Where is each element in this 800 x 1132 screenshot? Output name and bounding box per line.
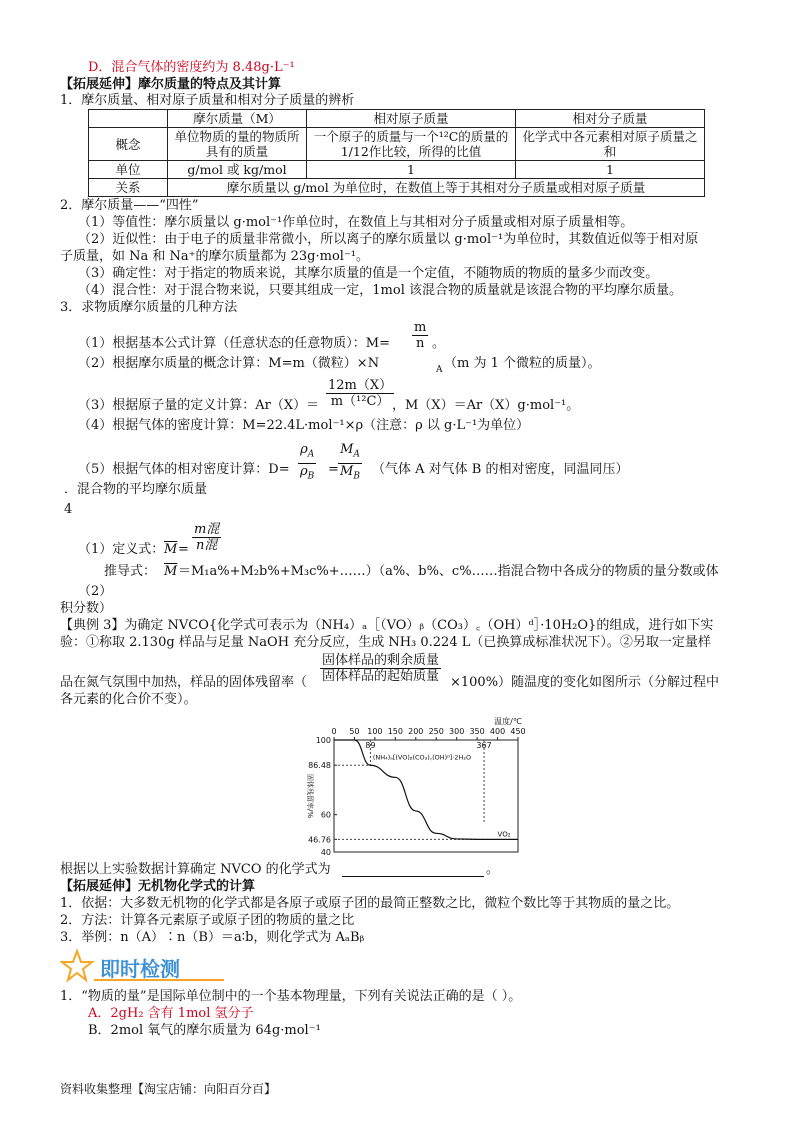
fraction-denominator: n [415, 336, 425, 351]
table-row [89, 179, 705, 197]
table-header-row [89, 110, 705, 128]
example-3-line: 验：①称取 2.130g 样品与足量 NaOH 充分反应，生成 NH₃ 0.224 L（已换算成标准状况下）。②另取一定量样 [60, 635, 711, 650]
fraction-denominator: m（¹²C） [330, 394, 390, 409]
fraction-density: $\frac{\rho_A}{\rho_B}$ [300, 442, 315, 482]
x-tick-label: 50 [349, 727, 360, 736]
answer-blank[interactable] [342, 876, 484, 877]
table-cell: 单位 [89, 161, 168, 179]
table-cell: 摩尔质量（M） [168, 110, 307, 128]
annotation: 89 [365, 741, 376, 750]
y-tick-label: 60 [320, 810, 331, 820]
example-3-line: 品在氮气氛围中加热，样品的固体残留率（ [60, 675, 308, 690]
table-cell: 关系 [89, 179, 168, 197]
method-3-tail: ，M（X）＝Ar（X）g·mol⁻¹。 [392, 398, 580, 413]
method-5: （5）根据气体的相对密度计算：D= [78, 462, 290, 477]
x-tick-label: 100 [367, 727, 383, 736]
y-tick-label: 100 [315, 736, 331, 745]
example-3-line: 【典例 3】为确定 NVCO{化学式可表示为（NH₄）ₐ［（VO）ᵦ（CO₃）꜀（OH）ᵈ］·10H₂O}的组成，进行如下实 [60, 618, 714, 633]
example-3-question: 根据以上实验数据计算确定 NVCO 的化学式为 [60, 862, 331, 877]
subscript-a: A [436, 365, 443, 375]
x-tick-label: 300 [449, 727, 465, 736]
section-4-number: 4 [64, 502, 73, 517]
table-cell: 摩尔质量以 g/mol 为单位时，在数值上等于其相对分子质量或相对原子质量 [168, 179, 705, 197]
banner-underline [94, 979, 224, 981]
instant-check-banner [60, 949, 260, 983]
ext2-item: 3．举例：n（A）∶n（B）＝a∶b，则化学式为 AₐBᵦ [60, 930, 365, 945]
x-axis-label: 温度/℃ [494, 717, 522, 726]
comparison-table [88, 109, 705, 197]
section-2-title: 2．摩尔质量——“四性” [60, 198, 199, 213]
equals-sign: = [328, 462, 339, 477]
table-cell: 相对分子质量 [516, 110, 705, 128]
x-tick-label: 200 [408, 727, 424, 736]
s2-item: （2）近似性：由于电子的质量非常微小，所以离子的摩尔质量以 g·mol⁻¹为单位时，其数值近似等于相对原 [78, 232, 699, 247]
table-cell: 1 [307, 161, 516, 179]
footer: 资料收集整理【淘宝店铺：向阳百分百】 [60, 1082, 277, 1096]
equals-sign: = [178, 542, 189, 557]
question-1-option-a[interactable]: A．2gH₂ 含有 1mol 氢分子 [88, 1006, 254, 1021]
example-3-line: ×100%）随温度的变化如图所示（分解过程中 [450, 675, 720, 690]
method-4: （4）根据气体的密度计算：M=22.4L·mol⁻¹×ρ（注意：ρ 以 g·L⁻¹为单位） [78, 418, 530, 433]
y-axis-label: 固体残留率/% [306, 773, 314, 819]
x-tick-label: 0 [331, 727, 337, 736]
residue-rate-chart [290, 712, 530, 862]
fraction-numerator: 12m（X） [328, 378, 393, 393]
method-2: （2）根据摩尔质量的概念计算：M=m（微粒）×N [78, 356, 380, 371]
table-cell: 化学式中各元素相对原子质量之和 [516, 128, 705, 161]
table-cell [89, 110, 168, 128]
ext2-item: 1．依据：大多数无机物的化学式都是各原子或原子团的最简正整数之比，微粒个数比等于其物质的量之比。 [60, 896, 680, 911]
table-cell: 1 [516, 161, 705, 179]
fraction-mixture: m混 n混 [194, 522, 220, 553]
table-cell: g/mol 或 kg/mol [168, 161, 307, 179]
y-tick-label: 86.48 [308, 761, 331, 771]
section-4-title: ．混合物的平均摩尔质量 [64, 482, 208, 497]
section-1-title: 1．摩尔质量、相对原子质量和相对分子质量的辨析 [60, 93, 355, 108]
method-1-tail: 。 [432, 336, 446, 351]
banner-label: 即时检测 [100, 957, 180, 981]
definition-label: （1）定义式： [78, 542, 165, 557]
x-tick-label: 250 [428, 727, 444, 736]
option-d: D．混合气体的密度约为 8.48g·L⁻¹ [88, 60, 295, 75]
x-tick-label: 350 [469, 727, 485, 736]
example-3-line: 各元素的化合价不变）。 [60, 692, 197, 707]
table-cell: 一个原子的质量与一个¹²C的质量的1/12作比较，所得的比值 [307, 128, 516, 161]
question-1: 1．“物质的量”是国际单位制中的一个基本物理量，下列有关说法正确的是（ ）。 [60, 989, 522, 1004]
y-tick-label: 40 [320, 848, 331, 857]
fraction-numerator: m [414, 320, 427, 335]
x-tick-label: 400 [489, 727, 506, 736]
x-tick-label: 450 [510, 727, 526, 736]
method-2-tail: （m 为 1 个微粒的质量）。 [444, 356, 601, 371]
annotation: VO₂ [497, 830, 511, 839]
annotation: 367 [476, 741, 492, 750]
s2-item: （4）混合性：对于混合物来说，只要其组成一定，1mol 该混合物的质量就是该混合物的平均摩尔质量。 [78, 283, 682, 298]
section-3-title: 3．求物质摩尔质量的几种方法 [60, 300, 238, 315]
method-5-tail: （气体 A 对气体 B 的相对密度，同温同压） [372, 462, 629, 477]
fraction-residue-rate: 固体样品的剩余质量 固体样品的起始质量 [322, 653, 440, 684]
m-bar: $\overline{M}$ [164, 542, 178, 557]
s2-item: 子质量，如 Na 和 Na⁺的摩尔质量都为 23g·mol⁻¹。 [60, 249, 370, 264]
fraction-molar-mass: $\frac{M_A}{M_B}$ [340, 442, 360, 482]
m-bar: $\overline{M}$ [164, 564, 178, 579]
table-cell: 相对原子质量 [307, 110, 516, 128]
item-2-label: （2） [78, 584, 113, 599]
extension-title-2: 【拓展延伸】无机物化学式的计算 [60, 879, 256, 894]
method-3: （3）根据原子量的定义计算：Ar（X）＝ [78, 398, 320, 413]
fraction-atomic-mass [326, 378, 394, 409]
section-4-tail: 积分数） [60, 601, 113, 616]
table-row [89, 161, 705, 179]
question-1-option-b[interactable]: B．2mol 氧气的摩尔质量为 64g·mol⁻¹ [88, 1023, 321, 1038]
table-cell: 概念 [89, 128, 168, 161]
derivation-label: 推导式： [104, 564, 157, 579]
extension-title-1: 【拓展延伸】摩尔质量的特点及其计算 [60, 77, 282, 92]
star-icon [60, 949, 94, 983]
method-1: （1）根据基本公式计算（任意状态的任意物质）：M= [78, 336, 390, 351]
s2-item: （3）确定性：对于指定的物质来说，其摩尔质量的值是一个定值，不随物质的物质的量多少而改变。 [78, 266, 659, 281]
example-3-question-tail: 。 [486, 862, 500, 877]
table-row [89, 128, 705, 161]
table-cell: 单位物质的量的物质所具有的质量 [168, 128, 307, 161]
y-tick-label: 46.76 [308, 835, 331, 845]
derivation-body: ＝M₁a%+M₂b%+M₃c%+……）（a%、b%、c%……指混合物中各成分的物质的量分数或体 [178, 564, 719, 579]
fraction-m-over-n [412, 320, 428, 351]
x-tick-label: 150 [387, 727, 403, 736]
s2-item: （1）等值性：摩尔质量以 g·mol⁻¹作单位时，在数值上与其相对分子质量或相对原子质量相等。 [78, 215, 634, 230]
annotation: (NH₄)ₐ[(VO)ᵦ(CO₃)꜀(OH)ᵈ]·2H₂O [372, 753, 472, 762]
ext2-item: 2．方法：计算各元素原子或原子团的物质的量之比 [60, 913, 355, 928]
